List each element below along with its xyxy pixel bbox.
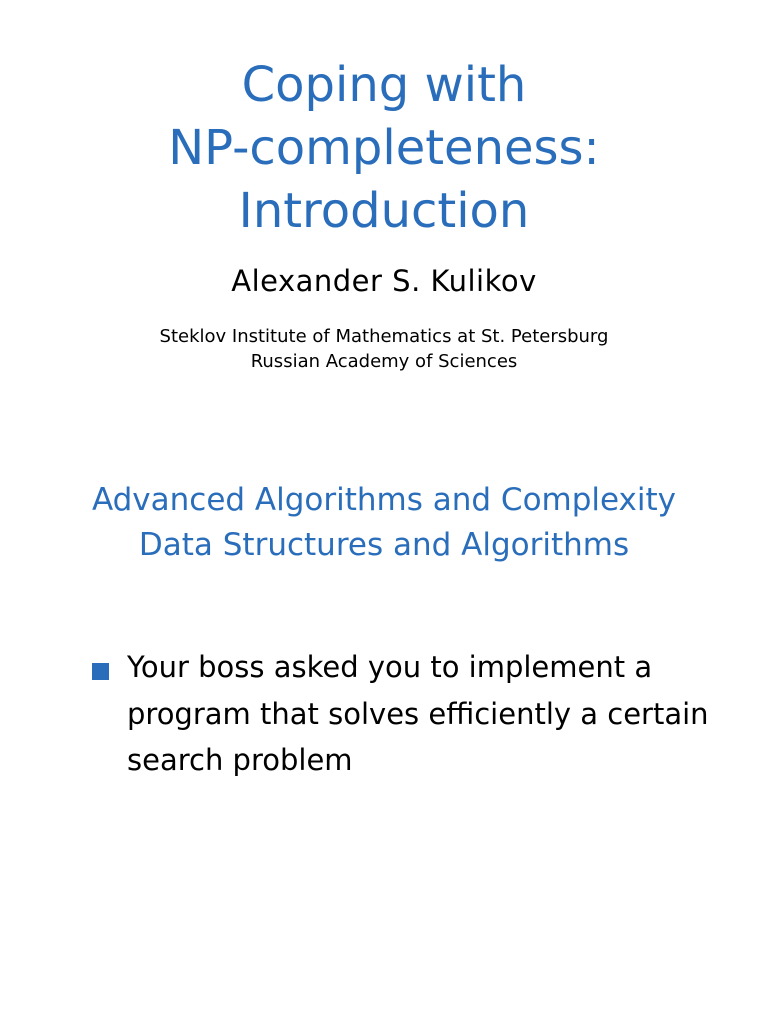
- affiliation: [0, 324, 768, 374]
- course-name: Data Structures and Algorithms: [138, 527, 630, 563]
- slide-title: [0, 54, 768, 243]
- bullet-text: Your boss asked you to implement a program that solves efficiently a certain search problem: [127, 650, 709, 777]
- course-list: [0, 478, 768, 568]
- course-name: Advanced Algorithms and Complexity: [91, 482, 677, 518]
- bullet-item: [90, 644, 730, 784]
- bullet-list: [90, 644, 730, 784]
- square-bullet-icon: [92, 663, 109, 680]
- slide-title-line: Coping with: [241, 57, 527, 114]
- slide-title-line: Introduction: [238, 183, 530, 240]
- affiliation-line: Steklov Institute of Mathematics at St. Petersburg: [159, 326, 609, 347]
- slide-title-line: NP-completeness:: [168, 120, 600, 177]
- affiliation-line: Russian Academy of Sciences: [250, 351, 518, 372]
- author-name: Alexander S. Kulikov: [231, 264, 537, 298]
